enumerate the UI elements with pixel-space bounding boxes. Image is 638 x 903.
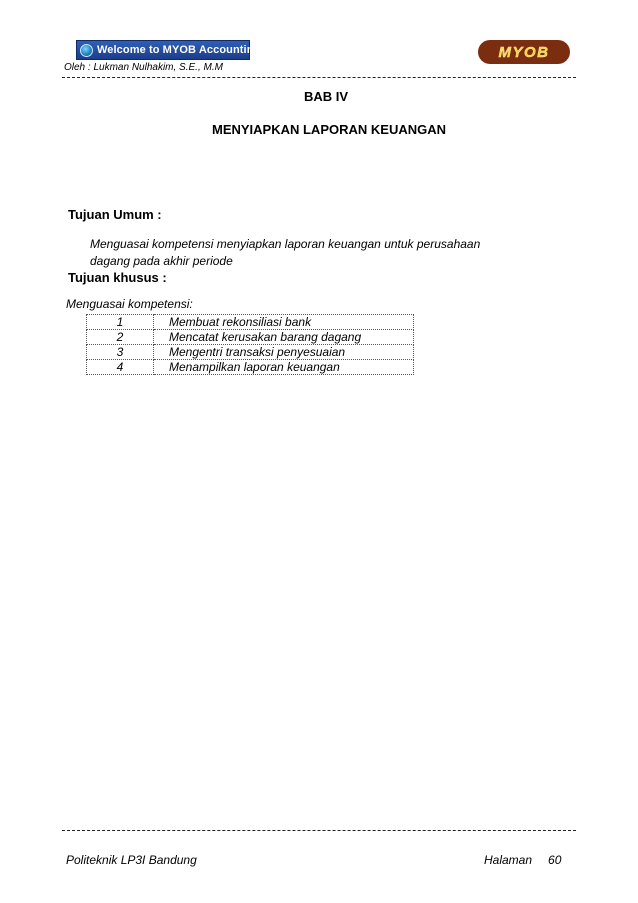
globe-icon xyxy=(80,44,93,57)
tujuan-umum-line-1: Menguasai kompetensi menyiapkan laporan keuangan untuk perusahaan xyxy=(90,237,481,251)
item-number: 1 xyxy=(87,315,154,330)
item-number: 3 xyxy=(87,345,154,360)
competency-table xyxy=(86,314,414,375)
tujuan-umum-heading: Tujuan Umum : xyxy=(68,207,162,222)
chapter-number: BAB IV xyxy=(303,89,349,104)
myob-welcome-banner xyxy=(76,40,261,60)
table-row xyxy=(87,330,414,345)
footer-institution: Politeknik LP3I Bandung xyxy=(66,853,197,867)
author-line: Oleh : Lukman Nulhakim, S.E., M.M xyxy=(64,62,223,73)
item-text: Mencatat kerusakan barang dagang xyxy=(154,330,414,345)
item-text: Mengentri transaksi penyesuaian xyxy=(154,345,414,360)
page-number: 60 xyxy=(548,853,562,867)
item-text: Membuat rekonsiliasi bank xyxy=(154,315,414,330)
table-row xyxy=(87,360,414,375)
chapter-title: MENYIAPKAN LAPORAN KEUANGAN xyxy=(211,122,446,137)
item-number: 4 xyxy=(87,360,154,375)
banner-text: Welcome to MYOB Accounting xyxy=(97,44,261,56)
page-label: Halaman xyxy=(484,853,533,867)
footer-page xyxy=(484,853,561,867)
logo-text: MYOB xyxy=(498,43,550,61)
table-row xyxy=(87,315,414,330)
header-divider xyxy=(62,77,576,78)
item-text: Menampilkan laporan keuangan xyxy=(154,360,414,375)
competency-intro: Menguasai kompetensi: xyxy=(66,297,193,311)
myob-logo xyxy=(478,40,570,64)
footer-divider xyxy=(62,830,576,831)
table-row xyxy=(87,345,414,360)
item-number: 2 xyxy=(87,330,154,345)
tujuan-umum-line-2: dagang pada akhir periode xyxy=(90,254,233,268)
tujuan-khusus-heading: Tujuan khusus : xyxy=(68,270,167,285)
